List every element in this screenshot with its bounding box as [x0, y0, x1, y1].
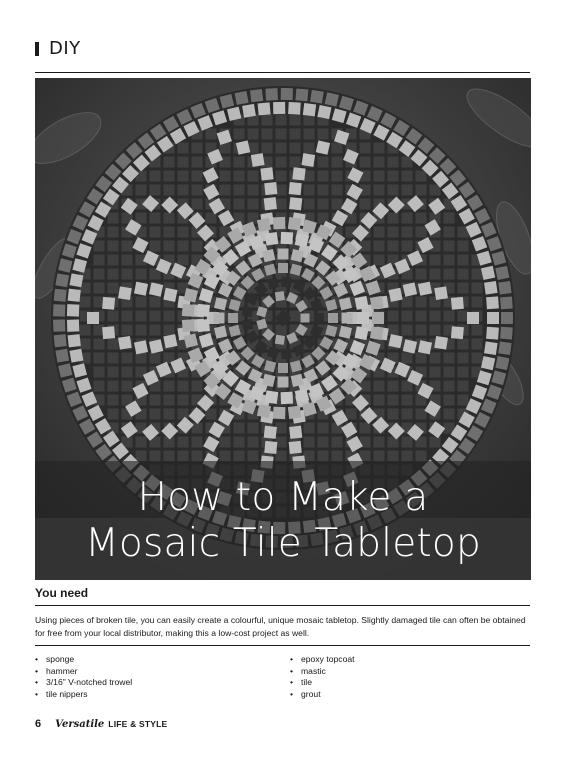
list-item: • tile nippers	[35, 689, 132, 701]
supplies-list-right	[290, 654, 355, 700]
article-title-line-1: How to Make a	[137, 474, 429, 520]
list-rule	[35, 645, 530, 646]
list-item: • hammer	[35, 666, 132, 678]
page-number: 6	[35, 718, 42, 730]
mosaic-photo	[35, 78, 531, 580]
section-marker	[35, 42, 39, 56]
magazine-logo-text: LIFE & STYLE	[108, 719, 168, 729]
article-title-line-2: Mosaic Tile Tabletop	[85, 520, 481, 566]
list-item: • sponge	[35, 654, 132, 666]
page-footer	[35, 718, 167, 730]
magazine-logo-script: Versatile	[55, 718, 105, 730]
header-rule	[35, 72, 530, 73]
title-band	[35, 461, 531, 580]
list-item: • grout	[290, 689, 355, 701]
list-item: • tile	[290, 677, 355, 689]
intro-paragraph: Using pieces of broken tile, you can easily create a colourful, unique mosaic tabletop. Slightly damaged tile can often be obtained for free from your local distributor, making this a low-cost project as well.	[35, 615, 526, 638]
section-title: DIY	[49, 38, 81, 59]
list-item: • 3/16" V-notched trowel	[35, 677, 132, 689]
list-item: • mastic	[290, 666, 355, 678]
you-need-rule	[35, 605, 530, 606]
section-header	[35, 38, 81, 59]
list-item: • epoxy topcoat	[290, 654, 355, 666]
supplies-list-left	[35, 654, 132, 700]
you-need-heading: You need	[35, 586, 89, 600]
